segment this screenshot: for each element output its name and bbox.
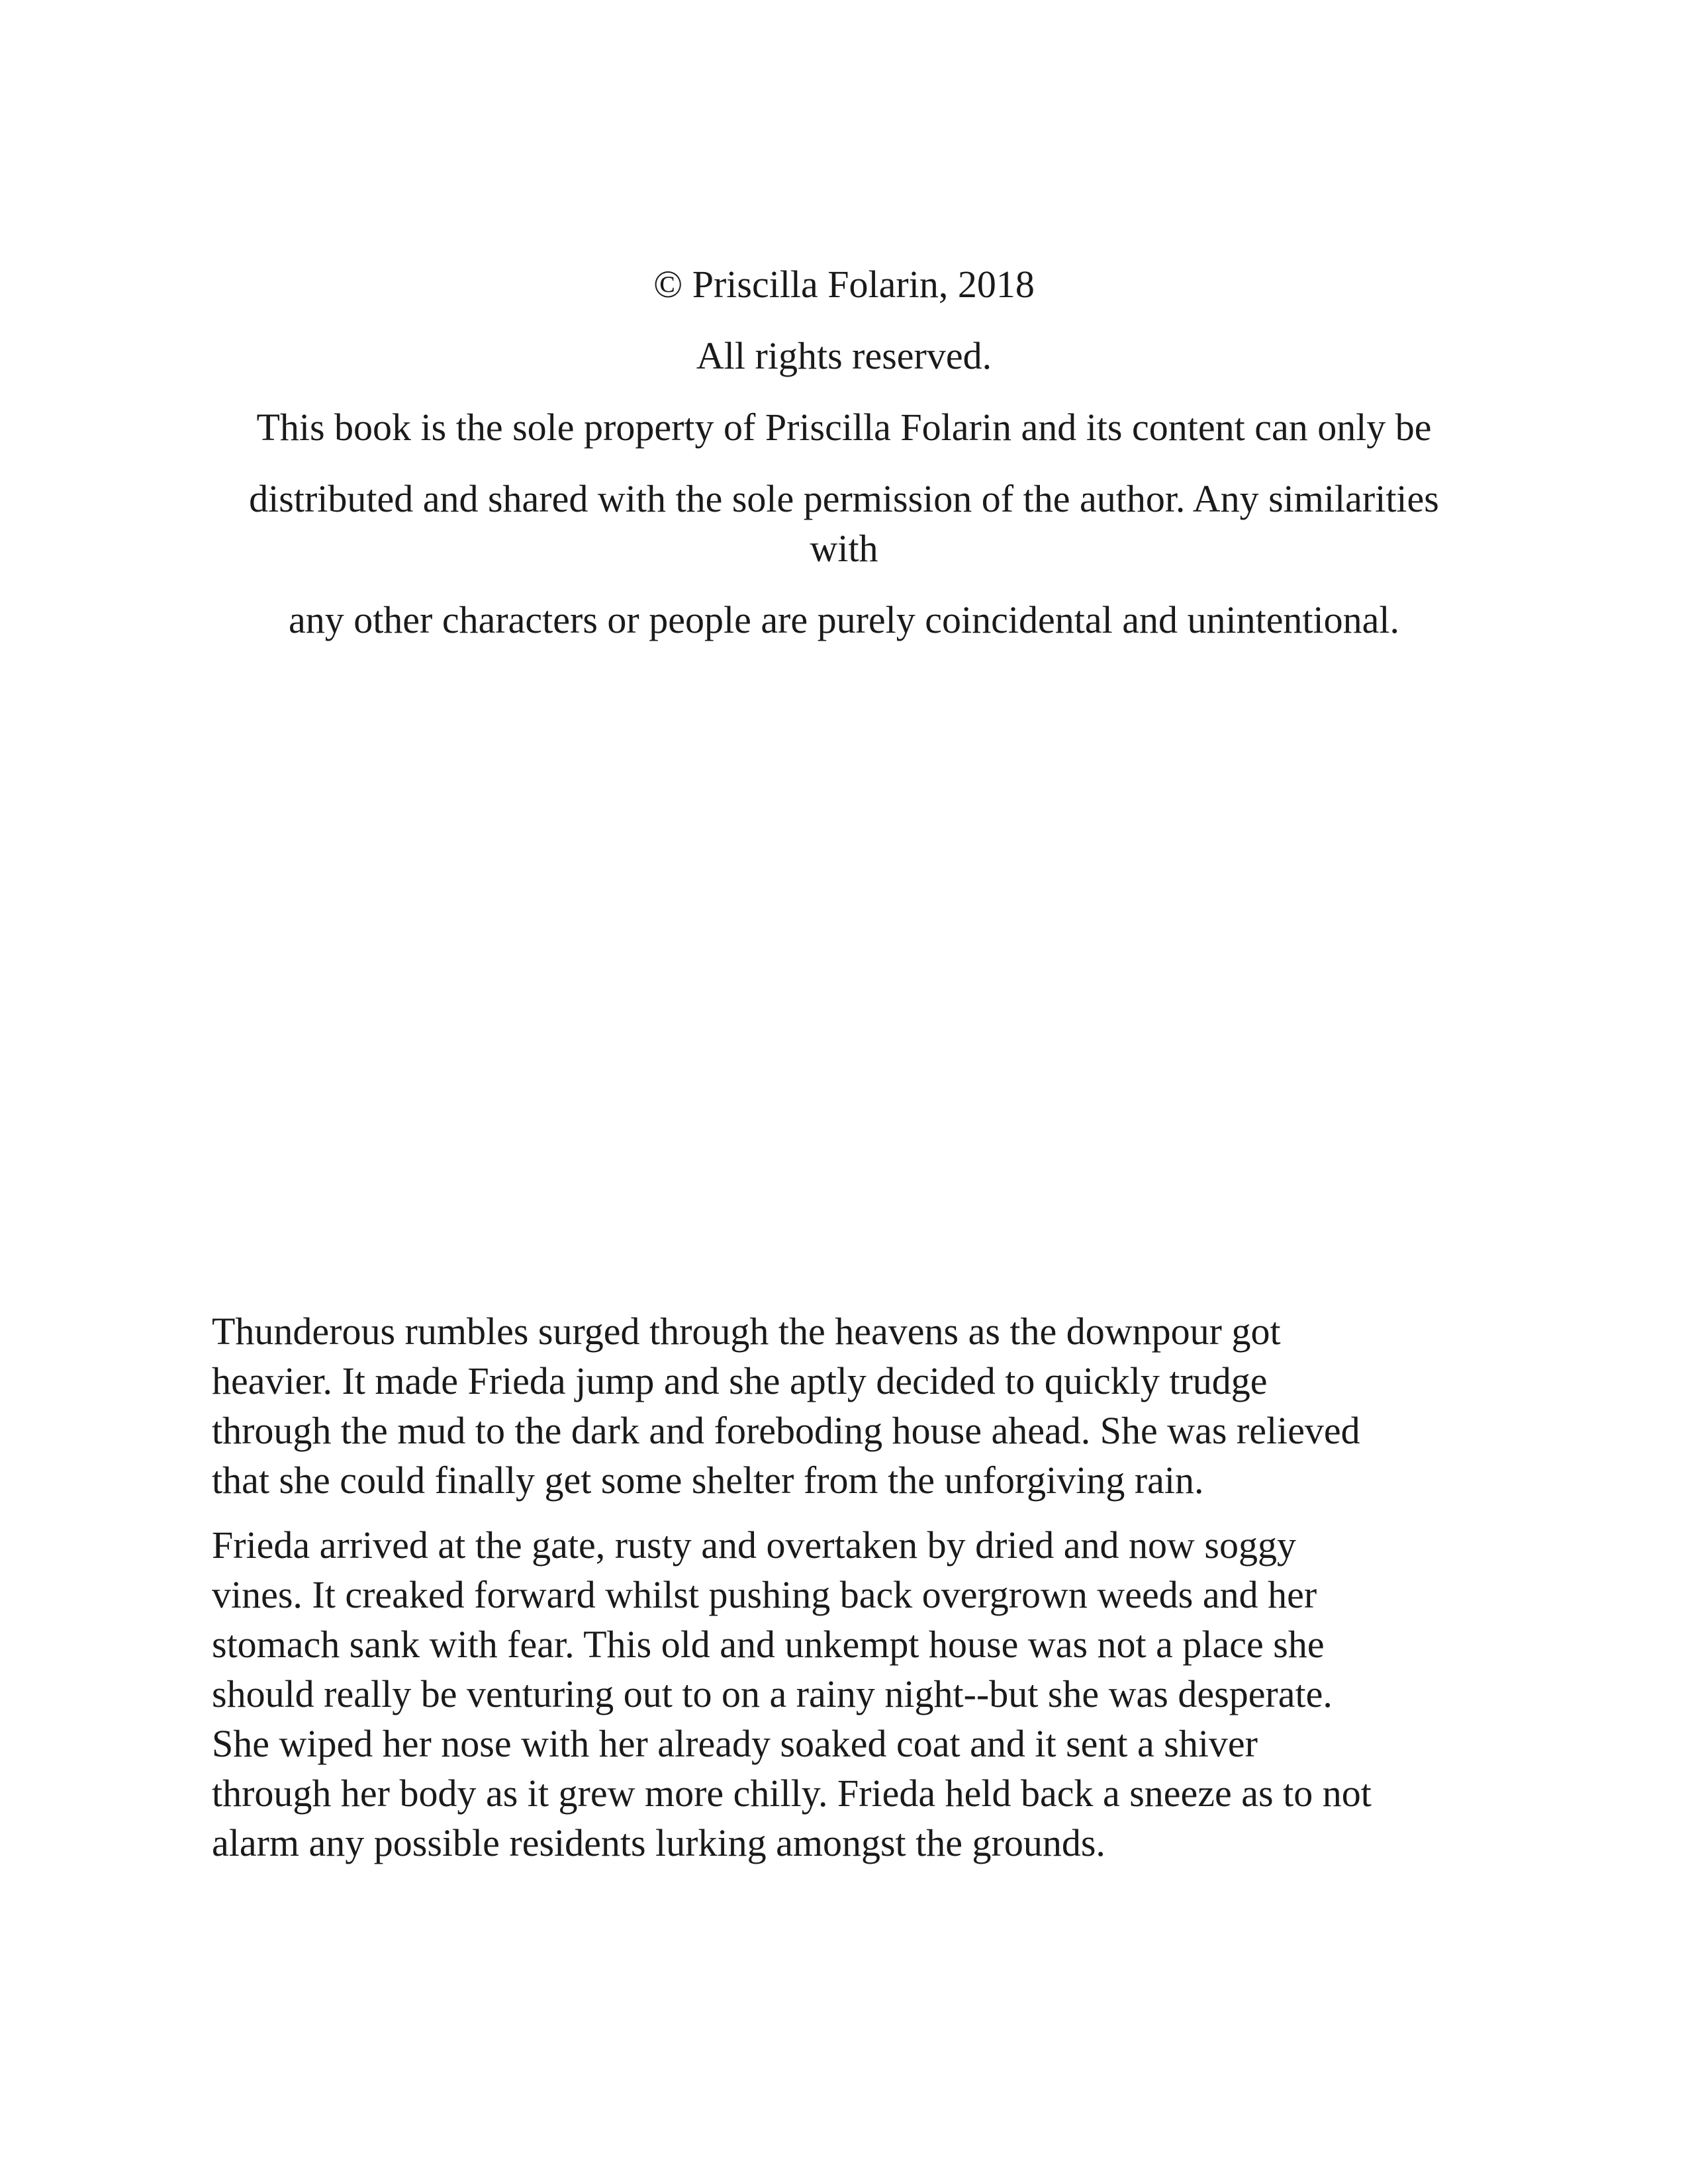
story-line: alarm any possible residents lurking amongst the grounds. [212,1821,1105,1864]
copyright-section [212,259,1476,645]
story-line: Thunderous rumbles surged through the heavens as the downpour got [212,1310,1281,1353]
story-paragraph-2 [212,1520,1476,1868]
disclaimer-statement: any other characters or people are purely coincidental and unintentional. [288,598,1400,641]
story-paragraph-1 [212,1306,1476,1505]
story-line: heavier. It made Frieda jump and she aptly decided to quickly trudge [212,1359,1268,1402]
story-line: stomach sank with fear. This old and unkempt house was not a place she [212,1623,1325,1666]
rights-reserved: All rights reserved. [696,334,992,377]
copyright-notice: © Priscilla Folarin, 2018 [653,263,1035,306]
story-line: She wiped her nose with her already soaked coat and it sent a shiver [212,1722,1258,1765]
property-statement: This book is the sole property of Priscilla Folarin and its content can only be [256,406,1432,449]
story-text [212,1306,1476,1868]
story-line: through her body as it grew more chilly. Frieda held back a sneeze as to not [212,1772,1372,1815]
story-line: Frieda arrived at the gate, rusty and overtaken by dried and now soggy [212,1524,1296,1567]
story-line: should really be venturing out to on a rainy night--but she was desperate. [212,1672,1333,1715]
story-line: that she could finally get some shelter from the unforgiving rain. [212,1459,1204,1502]
story-line: vines. It creaked forward whilst pushing back overgrown weeds and her [212,1573,1317,1616]
story-line: through the mud to the dark and foreboding house ahead. She was relieved [212,1409,1360,1452]
distribution-statement: distributed and shared with the sole permission of the author. Any similarities with [249,477,1439,570]
